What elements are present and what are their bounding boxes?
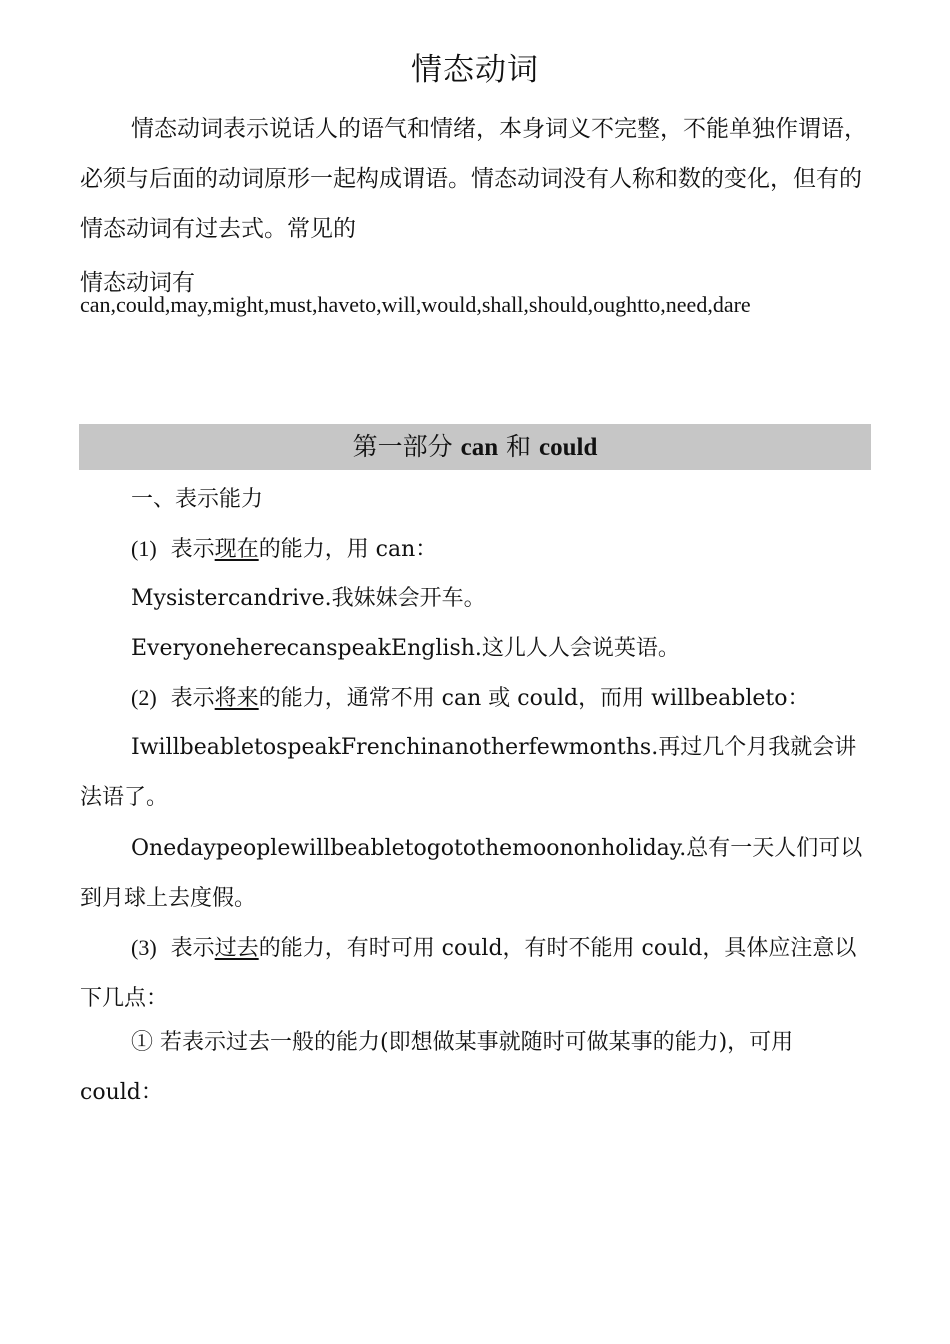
point-3	[80, 923, 872, 1024]
section-heading-prefix: 第一部分	[352, 432, 461, 461]
point-2-text-b: 的能力，通常不用 can 或 could，而用 willbeableto：	[258, 686, 810, 711]
intro-paragraph: 情态动词表示说话人的语气和情绪，本身词义不完整，不能单独作谓语，必须与后面的动词原形一起构成谓语。情态动词没有人称和数的变化，但有的情态动词有过去式。常见的	[80, 116, 867, 242]
point-2-underlined: 将来	[214, 686, 259, 711]
point-1-text-b: 的能力，用 can：	[258, 537, 438, 562]
section-heading-could: could	[539, 434, 598, 461]
point-3-underlined: 过去	[214, 936, 259, 961]
point-3-sub-1: ① 若表示过去一般的能力(即想做某事就随时可做某事的能力)，可用 could：	[80, 1030, 794, 1105]
page-title: 情态动词	[411, 52, 539, 88]
point-3-text-a: 表示	[170, 936, 215, 961]
example-3: IwillbeabletospeakFrenchinanotherfewmonths.再过几个月我就会讲法语了。	[80, 735, 857, 810]
section-heading-can: can	[460, 434, 499, 461]
point-3-text-b: 的能力，有时可用 could，有时不能用 could，具体应注意以下几点：	[80, 936, 857, 1011]
point-2-text-a: 表示	[170, 686, 215, 711]
point-2	[80, 673, 872, 724]
point-1-underlined: 现在	[214, 537, 259, 562]
example-1: Mysistercandrive.我妹妹会开车。	[131, 586, 486, 611]
example-2: EveryoneherecanspeakEnglish.这儿人人会说英语。	[131, 636, 680, 661]
heading-ability: 一、表示能力	[131, 487, 264, 512]
modal-list-label: 情态动词有	[80, 270, 195, 296]
point-2-number: (2)	[131, 685, 157, 710]
point-3-number: (3)	[131, 935, 157, 960]
modal-verb-list: can,could,may,might,must,haveto,will,would,shall,should,oughtto,need,dare	[80, 292, 751, 317]
example-4: Onedaypeoplewillbeabletogotothemoononholiday.总有一天人们可以到月球上去度假。	[80, 836, 863, 911]
point-1-text-a: 表示	[170, 537, 215, 562]
point-1-number: (1)	[131, 536, 157, 561]
section-heading	[79, 424, 871, 470]
section-heading-and: 和	[498, 432, 539, 461]
point-1	[80, 524, 872, 575]
